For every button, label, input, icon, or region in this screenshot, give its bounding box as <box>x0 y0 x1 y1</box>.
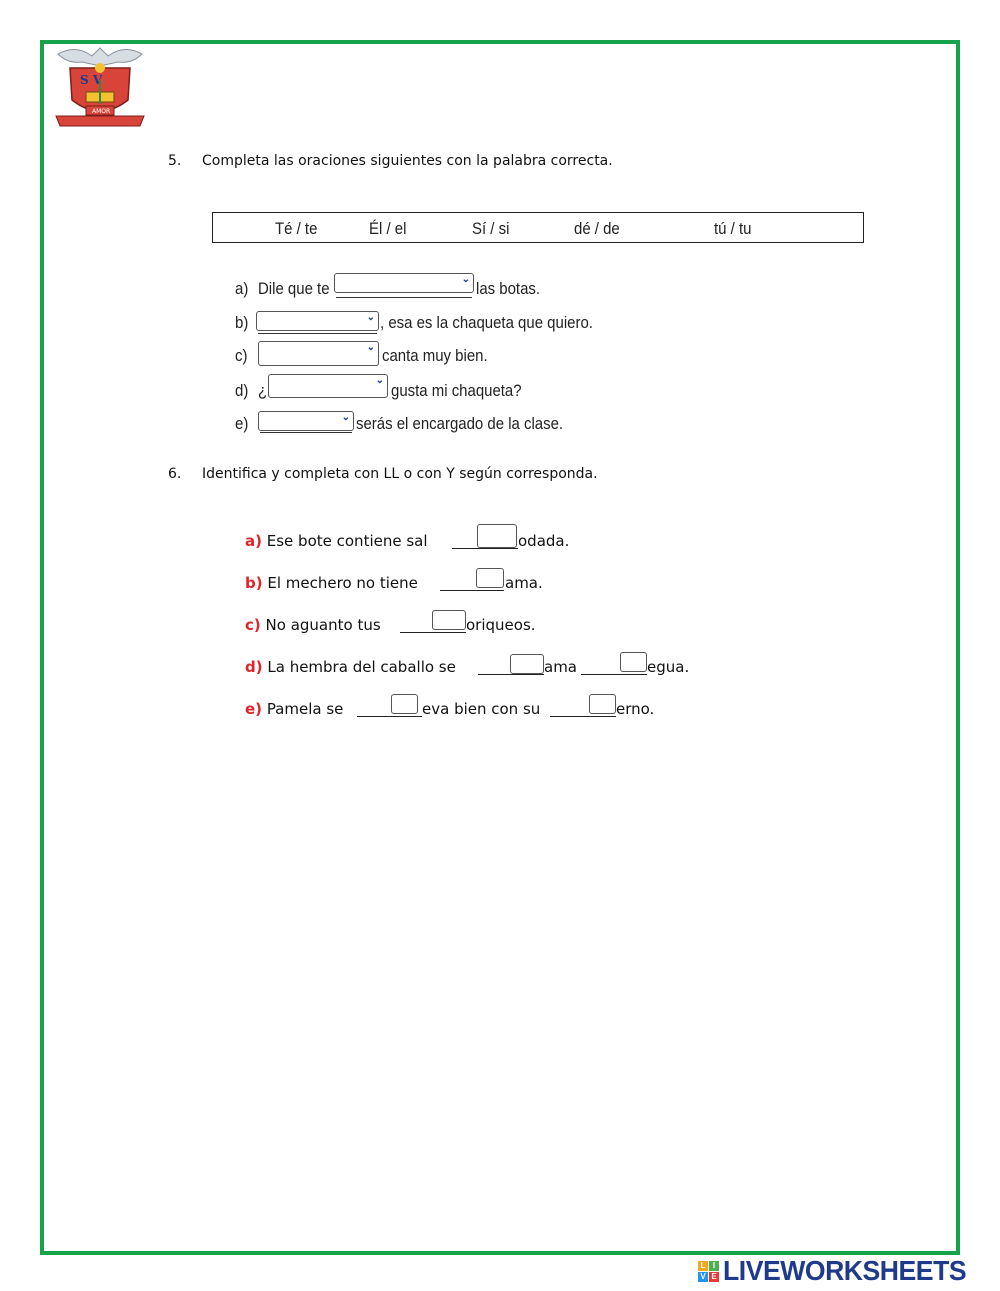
word-bank-item: Sí / si <box>472 219 510 238</box>
answer-line <box>336 297 472 298</box>
blank-line <box>400 632 466 633</box>
item-text: El mechero no tiene <box>267 574 418 592</box>
answer-input-b[interactable] <box>476 568 504 588</box>
item-text: egua. <box>647 658 690 676</box>
ll-item-a-end <box>518 532 569 550</box>
sentence-label: b) <box>235 313 249 332</box>
answer-input-a[interactable] <box>477 524 517 548</box>
blank-line <box>581 674 647 675</box>
item-text: Pamela se <box>266 700 344 718</box>
ll-item-e <box>245 700 343 718</box>
svg-text:S V: S V <box>80 73 103 87</box>
answer-line <box>258 333 377 334</box>
ll-item-c <box>245 616 381 634</box>
item-label: e) <box>245 700 263 718</box>
sentence-text-after: serás el encargado de la clase. <box>356 414 564 433</box>
dropdown-e[interactable] <box>258 411 354 431</box>
ll-item-d-end <box>647 658 689 676</box>
item-label: d) <box>245 658 263 676</box>
sentence-label: c) <box>235 346 248 365</box>
item-text: erno. <box>616 700 655 718</box>
answer-input-d1[interactable] <box>510 654 544 674</box>
question-number: 6. <box>168 466 182 482</box>
ll-item-b-end <box>505 574 543 592</box>
item-text: No aguanto tus <box>265 616 381 634</box>
sentence-text-after: canta muy bien. <box>382 346 488 365</box>
sentence-text-after: las botas. <box>476 279 541 298</box>
question-number: 5. <box>168 153 182 169</box>
ll-item-d-mid <box>544 658 577 676</box>
brand-name: LIVEWORKSHEETS <box>723 1255 967 1286</box>
ll-item-e-end <box>616 700 654 718</box>
blank-line <box>478 674 544 675</box>
svg-text:AMOR: AMOR <box>92 108 111 115</box>
item-text: ama. <box>505 574 543 592</box>
question-6-heading <box>168 466 598 482</box>
school-crest-logo <box>52 42 148 132</box>
sentence-label: a) <box>235 279 249 298</box>
ll-item-a <box>245 532 428 550</box>
question-instruction: Completa las oraciones siguientes con la palabra correcta. <box>202 153 613 169</box>
answer-input-c[interactable] <box>432 610 466 630</box>
answer-input-e2[interactable] <box>589 694 616 714</box>
dropdown-d[interactable] <box>268 374 388 398</box>
word-bank-item: tú / tu <box>714 219 752 238</box>
chevron-down-icon: ⌄ <box>366 342 375 353</box>
answer-input-e1[interactable] <box>391 694 418 714</box>
word-bank-item: Él / el <box>369 219 407 238</box>
answer-line <box>260 432 352 433</box>
item-text: eva bien con su <box>422 700 541 718</box>
logo-tile: L <box>698 1261 708 1271</box>
word-bank-item: Té / te <box>275 219 318 238</box>
ll-item-e-mid <box>422 700 540 718</box>
logo-tile: I <box>709 1261 719 1271</box>
logo-tile: E <box>709 1272 719 1282</box>
item-text: odada. <box>518 532 570 550</box>
blank-line <box>452 548 518 549</box>
dropdown-c[interactable] <box>258 341 379 366</box>
dropdown-a[interactable] <box>334 273 474 293</box>
blank-line <box>550 716 616 717</box>
sentence-text-after: , esa es la chaqueta que quiero. <box>380 313 593 332</box>
item-text: La hembra del caballo se <box>267 658 456 676</box>
sentence-text-before: ¿ <box>258 381 268 400</box>
chevron-down-icon: ⌄ <box>366 312 375 323</box>
chevron-down-icon: ⌄ <box>461 274 470 285</box>
item-text: ama <box>544 658 577 676</box>
word-bank <box>212 212 864 243</box>
item-text: Ese bote contiene sal <box>266 532 428 550</box>
word-bank-item: dé / de <box>574 219 620 238</box>
question-5-heading <box>168 153 613 169</box>
question-instruction: Identifica y completa con LL o con Y según corresponda. <box>202 466 598 482</box>
ll-item-d <box>245 658 456 676</box>
sentence-label: d) <box>235 381 249 400</box>
sentence-label: e) <box>235 414 249 433</box>
blank-line <box>440 590 504 591</box>
liveworksheets-footer <box>698 1256 979 1286</box>
liveworksheets-logo-icon <box>698 1261 719 1282</box>
chevron-down-icon: ⌄ <box>375 375 384 386</box>
ll-item-b <box>245 574 418 592</box>
logo-tile: V <box>698 1272 708 1282</box>
item-label: b) <box>245 574 263 592</box>
ll-item-c-end <box>466 616 536 634</box>
item-label: a) <box>245 532 262 550</box>
blank-line <box>357 716 422 717</box>
answer-input-d2[interactable] <box>620 652 647 672</box>
item-text: oriqueos. <box>466 616 536 634</box>
item-label: c) <box>245 616 261 634</box>
dropdown-b[interactable] <box>256 311 379 331</box>
sentence-text-before: Dile que te <box>258 279 330 298</box>
chevron-down-icon: ⌄ <box>341 412 350 423</box>
sentence-text-after: gusta mi chaqueta? <box>391 381 522 400</box>
